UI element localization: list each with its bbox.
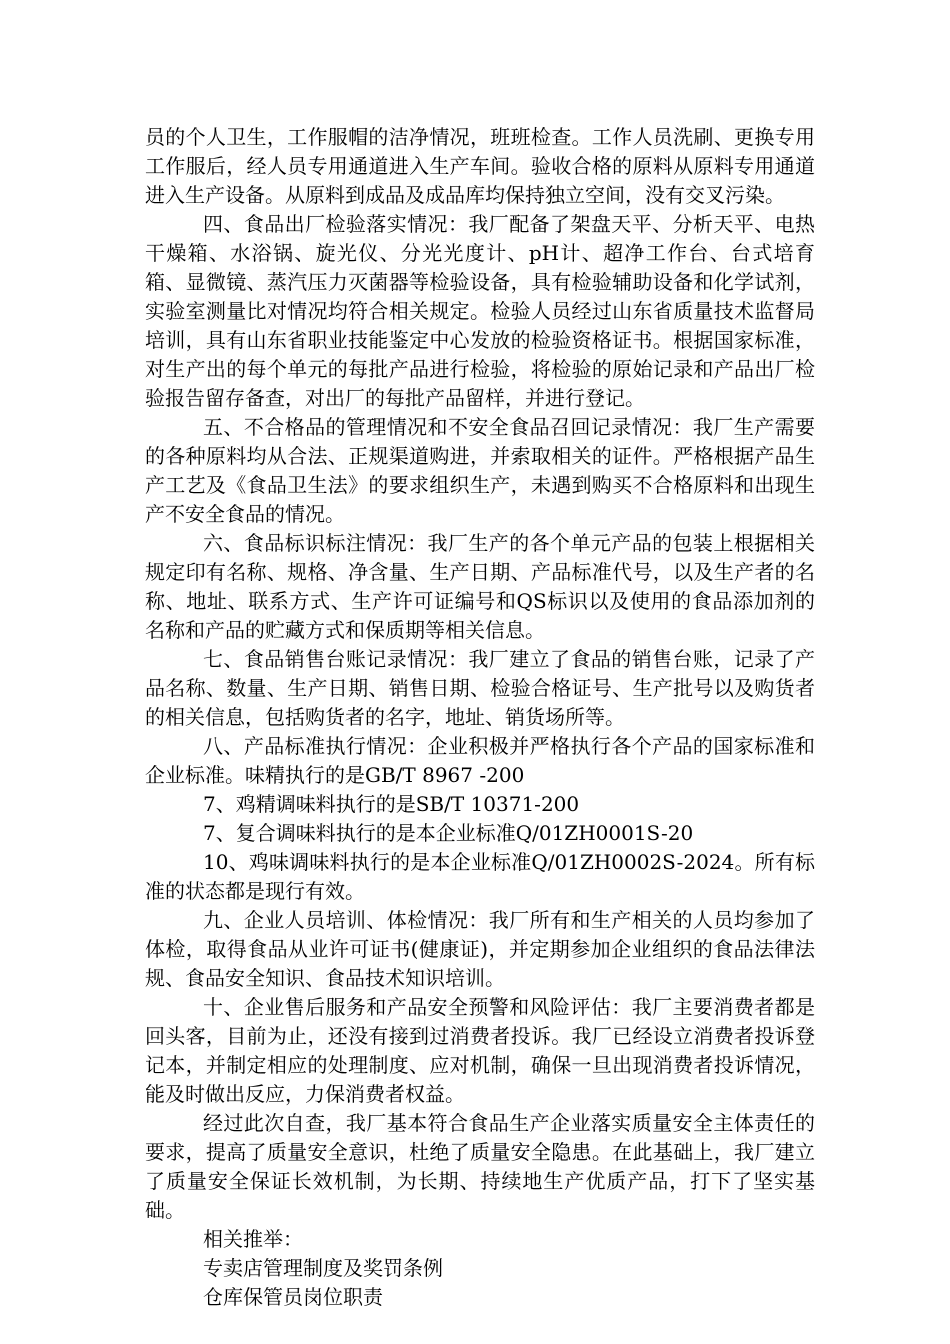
paragraph-standards: 八、产品标准执行情况：企业积极并严格执行各个产品的国家标准和企业标准。味精执行的是GB/T 8967 -200 [145, 734, 815, 787]
document-body [145, 123, 815, 1312]
related-link-store-rules[interactable]: 专卖店管理制度及奖罚条例 [203, 1256, 443, 1280]
paragraph-nonconforming: 五、不合格品的管理情况和不安全食品召回记录情况：我厂生产需要的各种原料均从合法、正规渠道购进，并索取相关的证件。严格根据产品生产工艺及《食品卫生法》的要求组织生产，未遇到购买不合格原料和出现生产不安全食品的情况。 [145, 415, 815, 526]
paragraph-conclusion: 经过此次自查，我厂基本符合食品生产企业落实质量安全主体责任的要求，提高了质量安全意识，杜绝了质量安全隐患。在此基础上，我厂建立了质量安全保证长效机制，为长期、持续地生产优质产品，打下了坚实基础。 [145, 1111, 815, 1222]
paragraph-standard-chicken-flavor: 10、鸡味调味料执行的是本企业标准Q/01ZH0002S-2024。所有标准的状态都是现行有效。 [145, 850, 815, 903]
paragraph-labeling: 六、食品标识标注情况：我厂生产的各个单元产品的包装上根据相关规定印有名称、规格、净含量、生产日期、产品标准代号，以及生产者的名称、地址、联系方式、生产许可证编号和QS标识以及使用的食品添加剂的名称和产品的贮藏方式和保质期等相关信息。 [145, 531, 815, 642]
paragraph-after-sales: 十、企业售后服务和产品安全预警和风险评估：我厂主要消费者都是回头客，目前为止，还没有接到过消费者投诉。我厂已经设立消费者投诉登记本，并制定相应的处理制度、应对机制，确保一旦出现消费者投诉情况，能及时做出反应，力保消费者权益。 [145, 995, 815, 1106]
paragraph-continuation: 员的个人卫生，工作服帽的洁净情况，班班检查。工作人员洗刷、更换专用工作服后，经人员专用通道进入生产车间。验收合格的原料从原料专用通道进入生产设备。从原料到成品及成品库均保持独立空间，没有交叉污染。 [145, 125, 815, 207]
paragraph-sales-ledger: 七、食品销售台账记录情况：我厂建立了食品的销售台账，记录了产品名称、数量、生产日期、销售日期、检验合格证号、生产批号以及购货者的相关信息，包括购货者的名字，地址、销货场所等。 [145, 647, 815, 729]
paragraph-inspection: 四、食品出厂检验落实情况：我厂配备了架盘天平、分析天平、电热干燥箱、水浴锅、旋光仪、分光光度计、pH计、超净工作台、台式培育箱、显微镜、蒸汽压力灭菌器等检验设备，具有检验辅助设备和化学试剂，实验室测量比对情况均符合相关规定。检验人员经过山东省质量技术监督局培训，具有山东省职业技能鉴定中心发放的检验资格证书。根据国家标准，对生产出的每个单元的每批产品进行检验，将检验的原始记录和产品出厂检验报告留存备查，对出厂的每批产品留样，并进行登记。 [145, 212, 815, 410]
related-link-warehouse-duties[interactable]: 仓库保管员岗位职责 [203, 1285, 383, 1309]
paragraph-training: 九、企业人员培训、体检情况：我厂所有和生产相关的人员均参加了体检，取得食品从业许可证书(健康证)，并定期参加企业组织的食品法律法规、食品安全知识、食品技术知识培训。 [145, 908, 815, 990]
paragraph-standard-chicken-essence: 7、鸡精调味料执行的是SB/T 10371-200 [203, 792, 580, 816]
paragraph-standard-compound: 7、复合调味料执行的是本企业标准Q/01ZH0001S-20 [203, 821, 694, 845]
related-title: 相关推举： [203, 1227, 303, 1251]
